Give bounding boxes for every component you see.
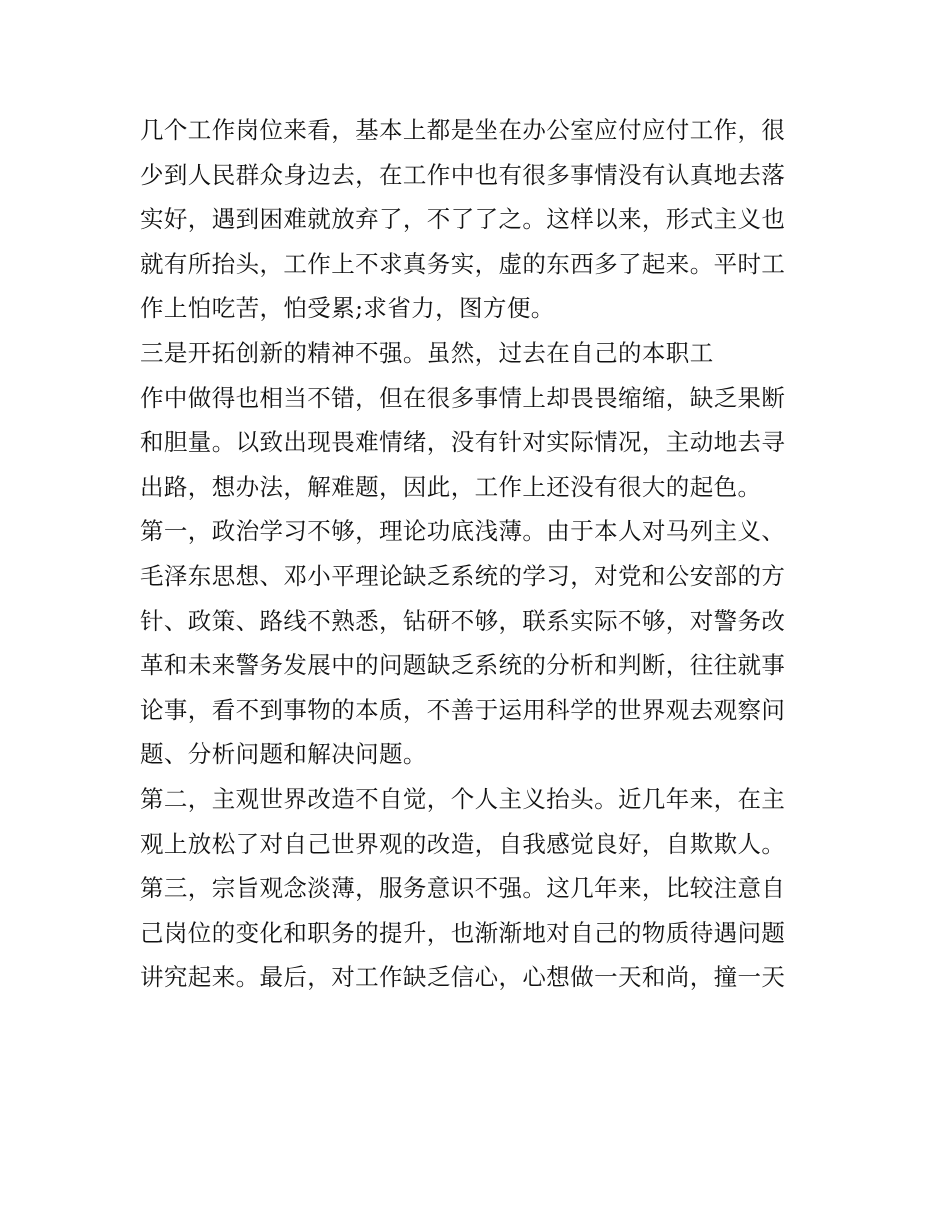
text-line: 作中做得也相当不错，但在很多事情上却畏畏缩缩，缺乏果断 [140, 383, 786, 412]
body-text [140, 108, 820, 1000]
text-line: 实好，遇到困难就放弃了，不了了之。这样以来，形式主义也 [140, 205, 786, 234]
text-line: 论事，看不到事物的本质，不善于运用科学的世界观去观察问 [140, 695, 786, 724]
text-line: 己岗位的变化和职务的提升，也渐渐地对自己的物质待遇问题 [140, 918, 786, 947]
text-line: 少到人民群众身边去，在工作中也有很多事情没有认真地去落 [140, 160, 786, 189]
text-line: 几个工作岗位来看，基本上都是坐在办公室应付应付工作，很 [140, 116, 786, 144]
text-line: 三是开拓创新的精神不强。虽然，过去在自己的本职工 [140, 338, 714, 367]
text-line: 第一，政治学习不够，理论功底浅薄。由于本人对马列主义、 [140, 517, 786, 546]
text-line: 题、分析问题和解决问题。 [140, 740, 427, 769]
text-line: 毛泽东思想、邓小平理论缺乏系统的学习，对党和公安部的方 [140, 561, 786, 590]
text-line: 革和未来警务发展中的问题缺乏系统的分析和判断，往往就事 [140, 651, 786, 680]
text-line: 第三，宗旨观念淡薄，服务意识不强。这几年来，比较注意自 [140, 874, 786, 903]
text-line: 就有所抬头，工作上不求真务实，虚的东西多了起来。平时工 [140, 249, 786, 278]
text-line: 讲究起来。最后，对工作缺乏信心，心想做一天和尚，撞一天 [140, 963, 786, 992]
text-line: 作上怕吃苦，怕受累;求省力，图方便。 [140, 294, 555, 323]
text-line: 针、政策、路线不熟悉，钻研不够，联系实际不够，对警务改 [140, 606, 786, 635]
text-line: 观上放松了对自己世界观的改造，自我感觉良好，自欺欺人。 [140, 829, 786, 858]
text-line: 第二，主观世界改造不自觉，个人主义抬头。近几年来，在主 [140, 784, 786, 813]
text-line: 和胆量。以致出现畏难情绪，没有针对实际情况，主动地去寻 [140, 428, 786, 457]
text-line: 出路，想办法，解难题，因此，工作上还没有很大的起色。 [140, 472, 762, 501]
